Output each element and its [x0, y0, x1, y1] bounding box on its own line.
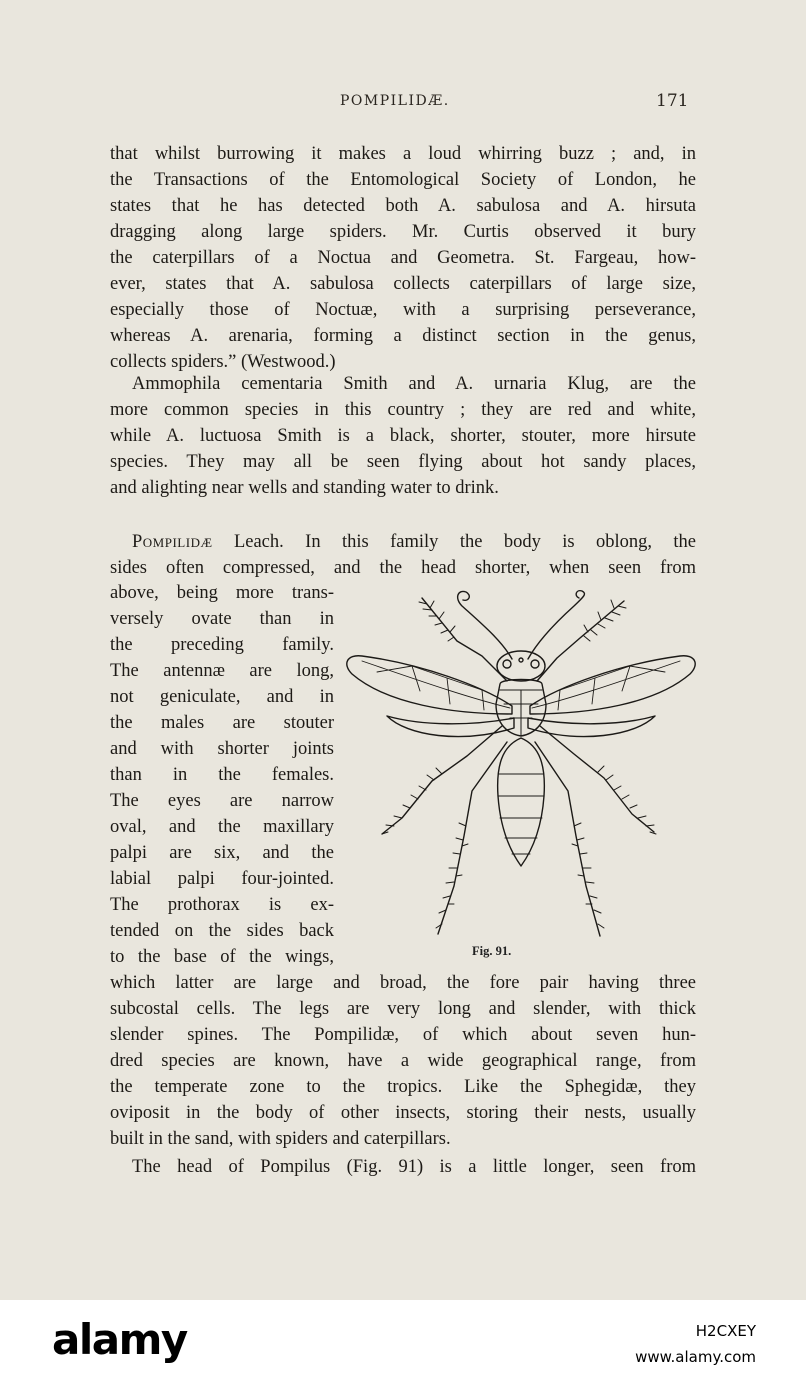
- text-line: above, being more trans-: [110, 583, 334, 603]
- figure-caption: Fig. 91.: [472, 944, 512, 958]
- stock-watermark-bar: [0, 1300, 806, 1390]
- text-line: which latter are large and broad, the fore pair having three: [110, 973, 696, 993]
- text-line: the temperate zone to the tropics. Like the Sphegidæ, they: [110, 1077, 696, 1097]
- family-name: Pompilidæ: [132, 532, 213, 552]
- text-line: species. They may all be seen flying about hot sandy places,: [110, 452, 696, 472]
- text-line: the caterpillars of a Noctua and Geometra. St. Fargeau, how-: [110, 248, 696, 268]
- page-header: [0, 93, 806, 117]
- text-line: sides often compressed, and the head shorter, when seen from: [110, 558, 696, 578]
- fore-leg-left-spines: [419, 601, 455, 641]
- text-line: dragging along large spiders. Mr. Curtis observed it bury: [110, 222, 696, 242]
- text-line: ever, states that A. sabulosa collects caterpillars of large size,: [110, 274, 696, 294]
- fore-leg-left: [422, 598, 507, 681]
- paragraph-narrow-column: [110, 580, 334, 970]
- text-line: whereas A. arenaria, forming a distinct section in the genus,: [110, 326, 696, 346]
- text-line: The head of Pompilus (Fig. 91) is a little longer, seen from: [132, 1157, 696, 1177]
- mid-leg-right: [540, 726, 654, 832]
- antenna-right: [528, 591, 584, 659]
- text-line: and with shorter joints: [110, 739, 334, 759]
- text-line: more common species in this country ; they are red and white,: [110, 400, 696, 420]
- wasp-illustration: [342, 586, 700, 946]
- text-line: The prothorax is ex-: [110, 895, 334, 915]
- text-line: tended on the sides back: [110, 921, 334, 941]
- image-id: H2CXEY: [695, 1322, 756, 1340]
- text-fragment: Leach. In this family the body is oblong, the: [233, 532, 696, 552]
- alamy-logo: alamy: [52, 1315, 187, 1364]
- page-number: 171: [656, 91, 689, 111]
- text-line: subcostal cells. The legs are very long and slender, with thick: [110, 999, 696, 1019]
- text-line: the preceding family.: [110, 635, 334, 655]
- text-line: oval, and the maxillary: [110, 817, 334, 837]
- text-line: dred species are known, have a wide geographical range, from: [110, 1051, 696, 1071]
- text-line: and alighting near wells and standing water to drink.: [110, 478, 499, 498]
- text-line: palpi are six, and the: [110, 843, 334, 863]
- text-line: oviposit in the body of other insects, storing their nests, usually: [110, 1103, 696, 1123]
- text-line: than in the females.: [110, 765, 334, 785]
- paragraph-pompilus-head: [110, 1154, 696, 1180]
- forewing-right-veins: [532, 661, 680, 710]
- text-line: The antennæ are long,: [110, 661, 334, 681]
- text-line: the Transactions of the Entomological Society of London, he: [110, 170, 696, 190]
- text-line: while A. luctuosa Smith is a black, shorter, stouter, more hirsute: [110, 426, 696, 446]
- text-line: states that he has detected both A. sabulosa and A. hirsuta: [110, 196, 696, 216]
- text-line: The eyes are narrow: [110, 791, 334, 811]
- text-line: built in the sand, with spiders and caterpillars.: [110, 1129, 451, 1149]
- text-line: that whilst burrowing it makes a loud whirring buzz ; and, in: [110, 144, 696, 164]
- text-line: especially those of Noctuæ, with a surprising perseverance,: [110, 300, 696, 320]
- site-url: www.alamy.com: [635, 1348, 756, 1366]
- text-line: Ammophila cementaria Smith and A. urnaria Klug, are the: [132, 374, 696, 394]
- fore-leg-right-spines: [584, 600, 626, 641]
- text-line: [110, 529, 696, 555]
- fore-leg-right: [537, 601, 624, 681]
- text-line: collects spiders.” (Westwood.): [110, 352, 336, 372]
- hind-leg-right: [535, 742, 600, 936]
- antenna-left: [458, 591, 512, 659]
- text-line: to the base of the wings,: [110, 947, 334, 967]
- running-head: POMPILIDÆ.: [340, 93, 450, 109]
- text-line: not geniculate, and in: [110, 687, 334, 707]
- text-line: labial palpi four-jointed.: [110, 869, 334, 889]
- paragraph-pompilidae-intro: [110, 529, 696, 581]
- wasp-abdomen: [498, 738, 545, 866]
- text-line: slender spines. The Pompilidæ, of which about seven hun-: [110, 1025, 696, 1045]
- hindwing-left: [387, 716, 514, 737]
- hind-leg-left: [438, 742, 507, 934]
- paragraph-pompilidae-continued: [110, 970, 696, 1152]
- hindwing-right: [528, 716, 655, 737]
- paragraph-westwood-quote: [110, 141, 696, 375]
- text-line: versely ovate than in: [110, 609, 334, 629]
- text-line: the males are stouter: [110, 713, 334, 733]
- forewing-left-veins: [362, 661, 510, 710]
- paragraph-ammophila-species: [110, 371, 696, 501]
